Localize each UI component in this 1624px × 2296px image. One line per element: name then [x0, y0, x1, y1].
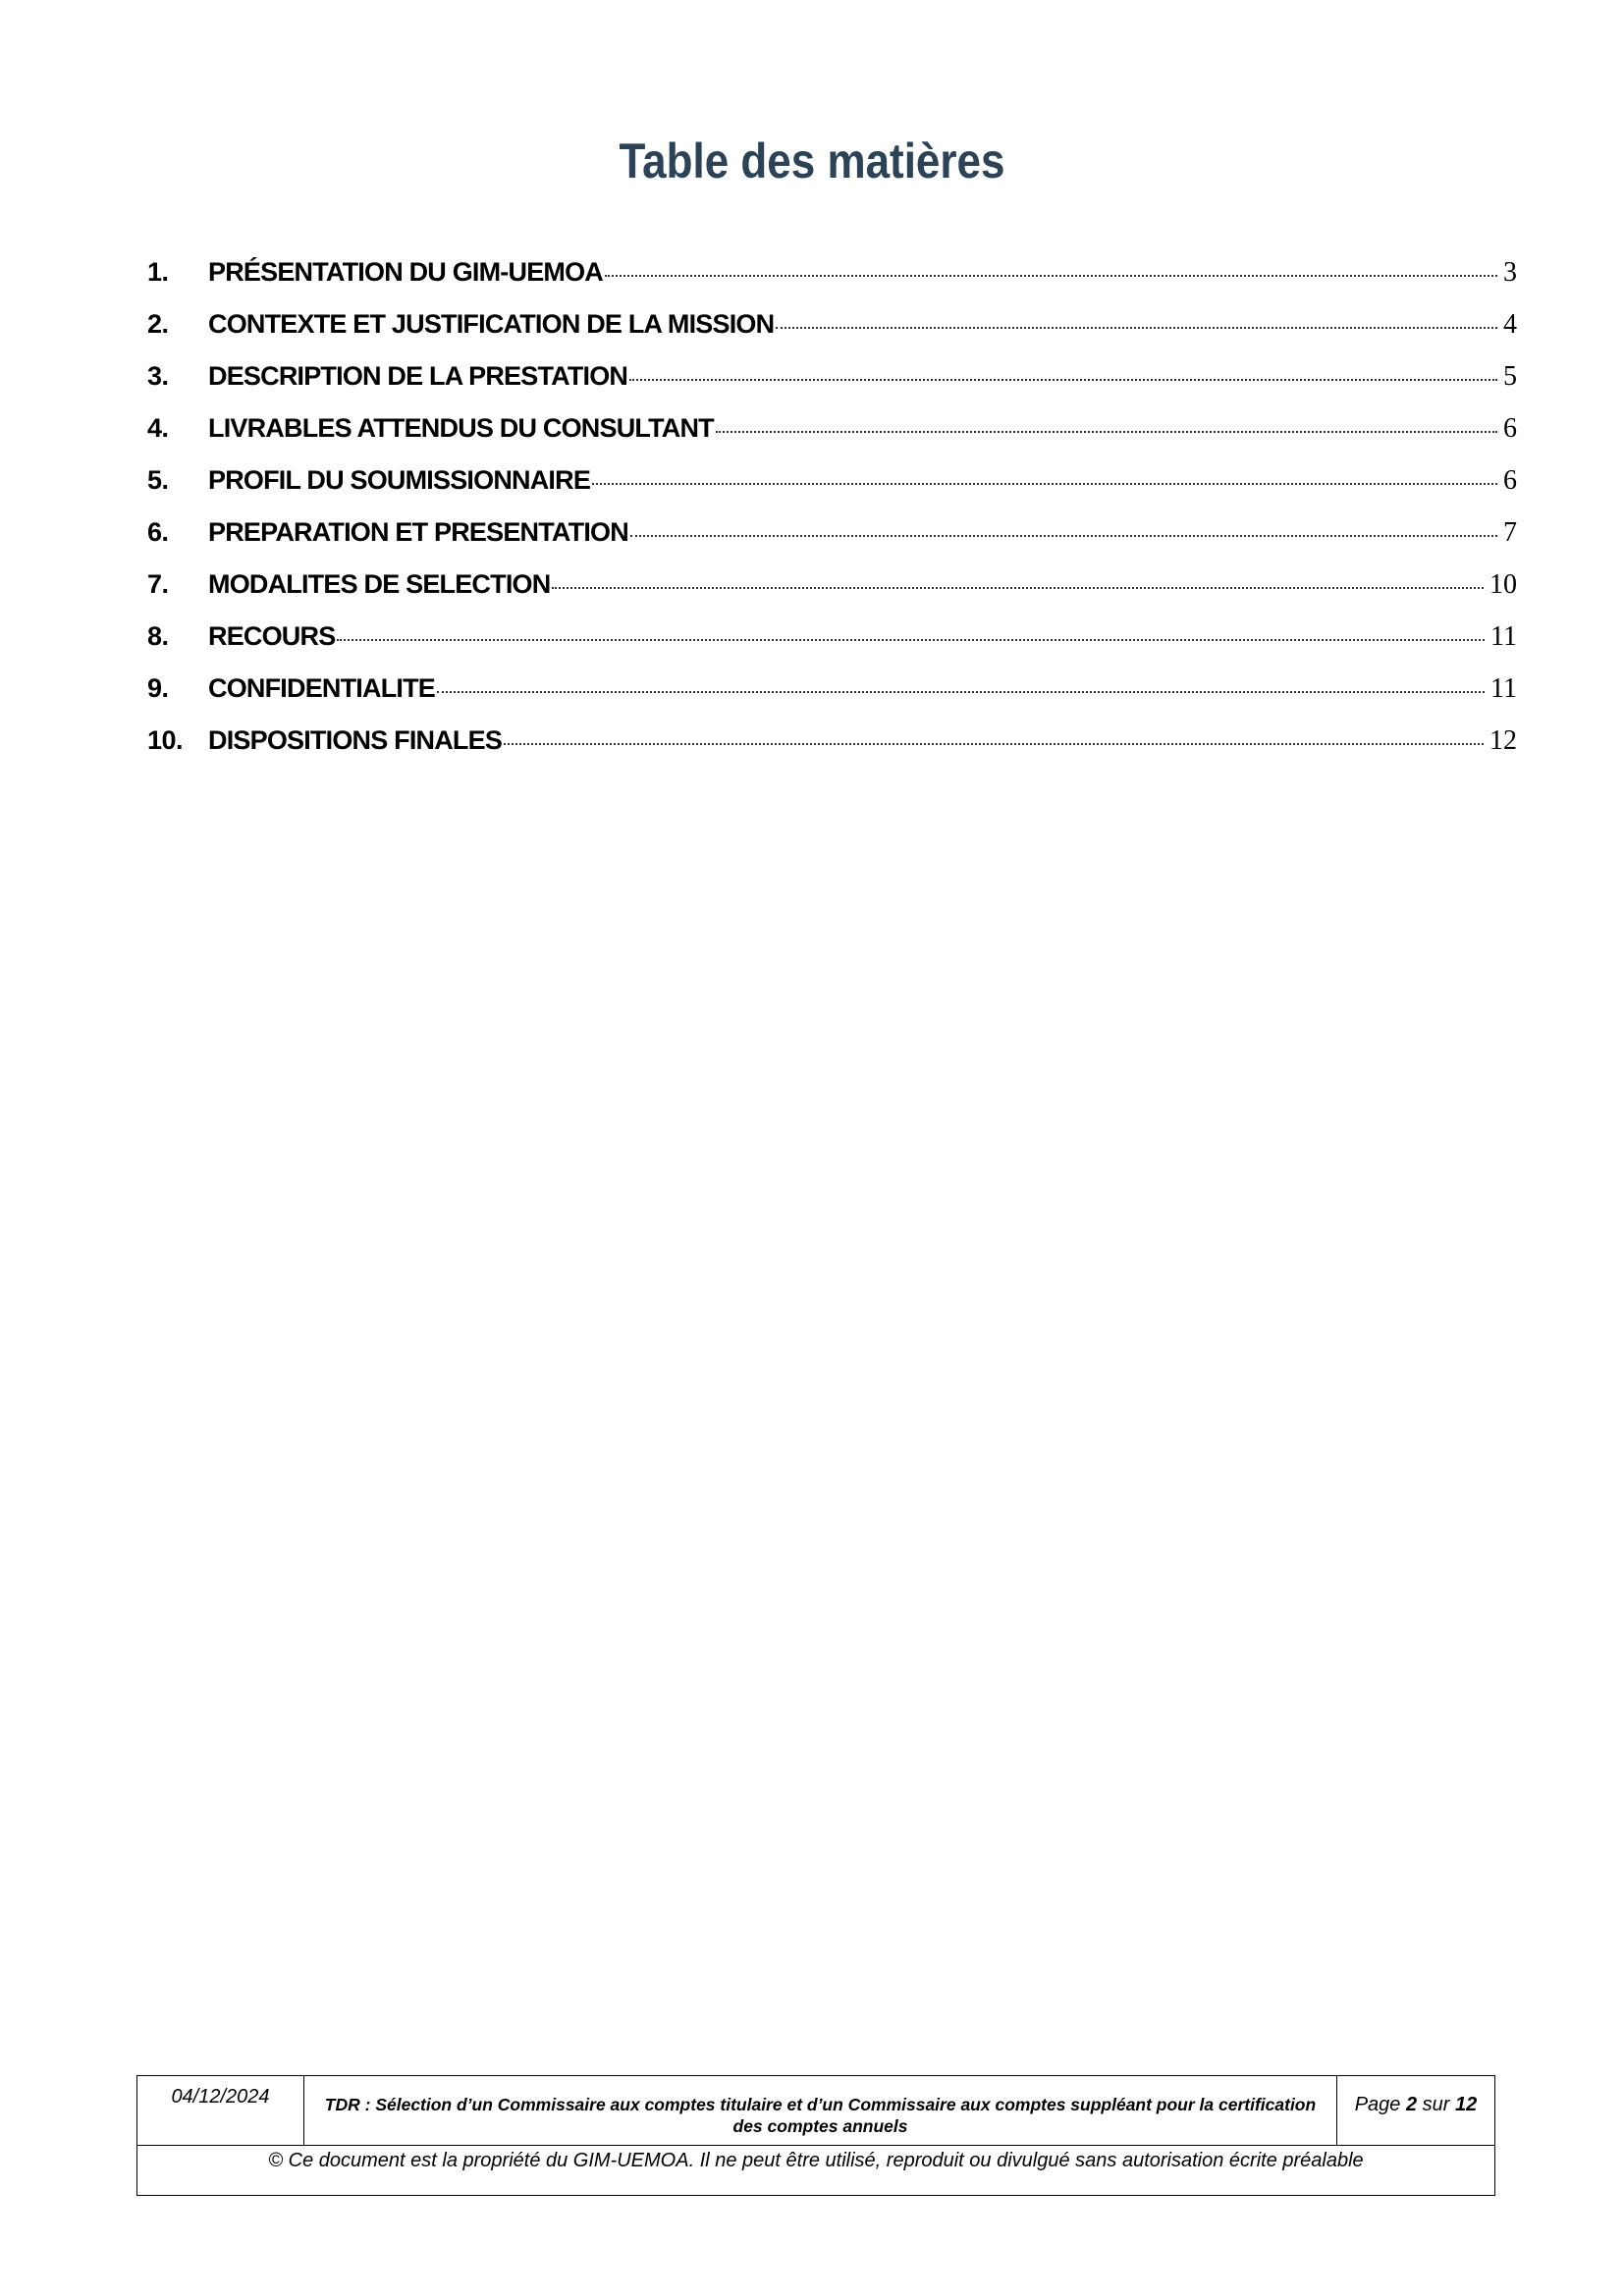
toc-label[interactable]: DESCRIPTION DE LA PRESTATION [208, 361, 628, 391]
toc-number: 8. [147, 621, 169, 651]
toc-entry[interactable] [147, 725, 1517, 777]
footer-page-total: 12 [1455, 2094, 1478, 2115]
toc-page-number[interactable]: 12 [1489, 725, 1517, 756]
table-of-contents [147, 257, 1517, 777]
toc-leader-dots [337, 639, 1485, 641]
toc-label[interactable]: PROFIL DU SOUMISSIONNAIRE [208, 465, 591, 495]
footer-page-prefix: Page [1354, 2094, 1401, 2115]
footer-page-sep: sur [1422, 2094, 1450, 2115]
footer-date: 04/12/2024 [137, 2076, 304, 2145]
toc-entry[interactable] [147, 465, 1517, 517]
toc-leader-dots [776, 327, 1497, 329]
toc-number: 5. [147, 465, 169, 495]
toc-page-number[interactable]: 6 [1503, 413, 1517, 444]
toc-number: 7. [147, 569, 169, 599]
toc-label[interactable]: LIVRABLES ATTENDUS DU CONSULTANT [208, 413, 714, 443]
footer-copyright: © Ce document est la propriété du GIM-UEMOA. Il ne peut être utilisé, reproduit ou divulgué sans autorisation écrite préalable [268, 2150, 1364, 2171]
toc-page-number[interactable]: 4 [1503, 309, 1517, 340]
footer-page-current: 2 [1405, 2094, 1418, 2115]
toc-leader-dots [592, 483, 1497, 485]
page-footer [136, 2075, 1495, 2196]
toc-number: 1. [147, 257, 169, 287]
toc-entry[interactable] [147, 517, 1517, 569]
toc-number: 9. [147, 673, 169, 703]
toc-label[interactable]: CONFIDENTIALITE [208, 673, 435, 703]
toc-leader-dots [552, 587, 1484, 589]
toc-page-number[interactable]: 7 [1503, 517, 1517, 548]
toc-entry[interactable] [147, 309, 1517, 361]
toc-page-number[interactable]: 11 [1490, 673, 1517, 704]
toc-entry[interactable] [147, 673, 1517, 725]
toc-label[interactable]: PRÉSENTATION DU GIM-UEMOA [208, 257, 603, 287]
toc-leader-dots [629, 379, 1497, 381]
page-title: Table des matières [619, 133, 1005, 188]
toc-leader-dots [504, 743, 1484, 745]
footer-page-indicator [1337, 2076, 1494, 2145]
toc-page-number[interactable]: 11 [1490, 621, 1517, 652]
footer-info-row [137, 2076, 1494, 2146]
toc-page-number[interactable]: 6 [1503, 465, 1517, 496]
toc-leader-dots [437, 691, 1485, 693]
toc-leader-dots [716, 431, 1497, 433]
toc-label[interactable]: RECOURS [208, 621, 336, 651]
toc-number: 4. [147, 413, 169, 443]
toc-label[interactable]: CONTEXTE ET JUSTIFICATION DE LA MISSION [208, 309, 775, 339]
toc-entry[interactable] [147, 257, 1517, 309]
toc-page-number[interactable]: 5 [1503, 361, 1517, 392]
toc-entry[interactable] [147, 361, 1517, 413]
toc-number: 3. [147, 361, 169, 391]
toc-entry[interactable] [147, 569, 1517, 621]
toc-label[interactable]: DISPOSITIONS FINALES [208, 725, 503, 755]
toc-leader-dots [605, 275, 1497, 277]
toc-number: 2. [147, 309, 169, 339]
toc-number: 6. [147, 517, 169, 547]
toc-label[interactable]: MODALITES DE SELECTION [208, 569, 551, 599]
toc-page-number[interactable]: 3 [1503, 257, 1517, 288]
toc-page-number[interactable]: 10 [1489, 569, 1517, 600]
toc-number: 10. [147, 725, 184, 755]
toc-entry[interactable] [147, 413, 1517, 465]
footer-document-title: TDR : Sélection d’un Commissaire aux comptes titulaire et d’un Commissaire aux comptes suppléant pour la certification des comptes annuels [304, 2076, 1337, 2145]
toc-label[interactable]: PREPARATION ET PRESENTATION [208, 517, 628, 547]
toc-entry[interactable] [147, 621, 1517, 673]
toc-leader-dots [630, 535, 1497, 537]
